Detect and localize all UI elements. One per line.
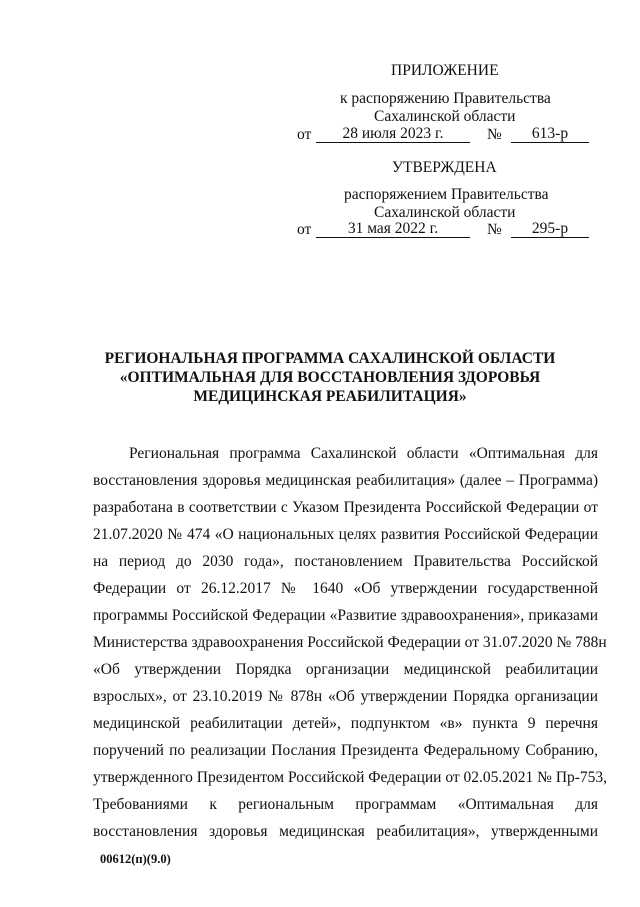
document-title-line-2: «ОПТИМАЛЬНАЯ ДЛЯ ВОССТАНОВЛЕНИЯ ЗДОРОВЬЯ: [119, 369, 541, 386]
body-line: восстановления здоровья медицинская реабилитация», утвержденными: [93, 823, 598, 840]
approved-number-label: №: [487, 221, 502, 238]
appendix-line-2: Сахалинской области: [374, 108, 516, 125]
approved-line-2: Сахалинской области: [374, 204, 516, 221]
body-line: восстановления здоровья медицинская реабилитация» (далее – Программа): [93, 472, 598, 489]
body-line: 21.07.2020 № 474 «О национальных целях развития Российской Федерации: [93, 526, 598, 543]
appendix-number: 613-р: [511, 125, 589, 143]
approved-from-label: от: [297, 221, 312, 238]
body-line: Региональная программа Сахалинской области «Оптимальная для: [129, 445, 598, 462]
appendix-heading: ПРИЛОЖЕНИЕ: [391, 62, 499, 79]
appendix-number-label: №: [487, 126, 502, 143]
appendix-date: 28 июля 2023 г.: [316, 125, 470, 143]
document-code: 00612(п)(9.0): [100, 852, 171, 866]
appendix-line-1: к распоряжению Правительства: [340, 90, 551, 107]
body-line: утвержденного Президентом Российской Федерации от 02.05.2021 № Пр-753,: [93, 769, 608, 786]
approved-line-1: распоряжением Правительства: [344, 186, 549, 203]
approved-number: 295-р: [511, 220, 589, 238]
body-line: программы Российской Федерации «Развитие здравоохранения», приказами: [93, 607, 598, 624]
body-line: Требованиями к региональным программам «Оптимальная для: [93, 796, 598, 813]
body-line: на период до 2030 года», постановлением Правительства Российской: [93, 553, 598, 570]
body-line: «Об утверждении Порядка организации медицинской реабилитации: [93, 661, 598, 678]
body-line: медицинской реабилитации детей», подпунктом «в» пункта 9 перечня: [93, 715, 598, 732]
approved-heading: УТВЕРЖДЕНА: [392, 159, 497, 176]
approved-date: 31 мая 2022 г.: [316, 220, 470, 238]
document-title-line-3: МЕДИЦИНСКАЯ РЕАБИЛИТАЦИЯ»: [193, 388, 467, 405]
appendix-from-label: от: [297, 126, 312, 143]
body-line: разработана в соответствии с Указом Президента Российской Федерации от: [93, 499, 598, 516]
body-line: поручений по реализации Послания Президента Федеральному Собранию,: [93, 742, 598, 759]
body-line: Федерации от 26.12.2017 № 1640 «Об утверждении государственной: [93, 580, 598, 597]
body-line: взрослых», от 23.10.2019 № 878н «Об утверждении Порядка организации: [93, 688, 598, 705]
body-line: Министерства здравоохранения Российской Федерации от 31.07.2020 № 788н: [93, 634, 607, 651]
document-title-line-1: РЕГИОНАЛЬНАЯ ПРОГРАММА САХАЛИНСКОЙ ОБЛАСТИ: [104, 350, 556, 367]
